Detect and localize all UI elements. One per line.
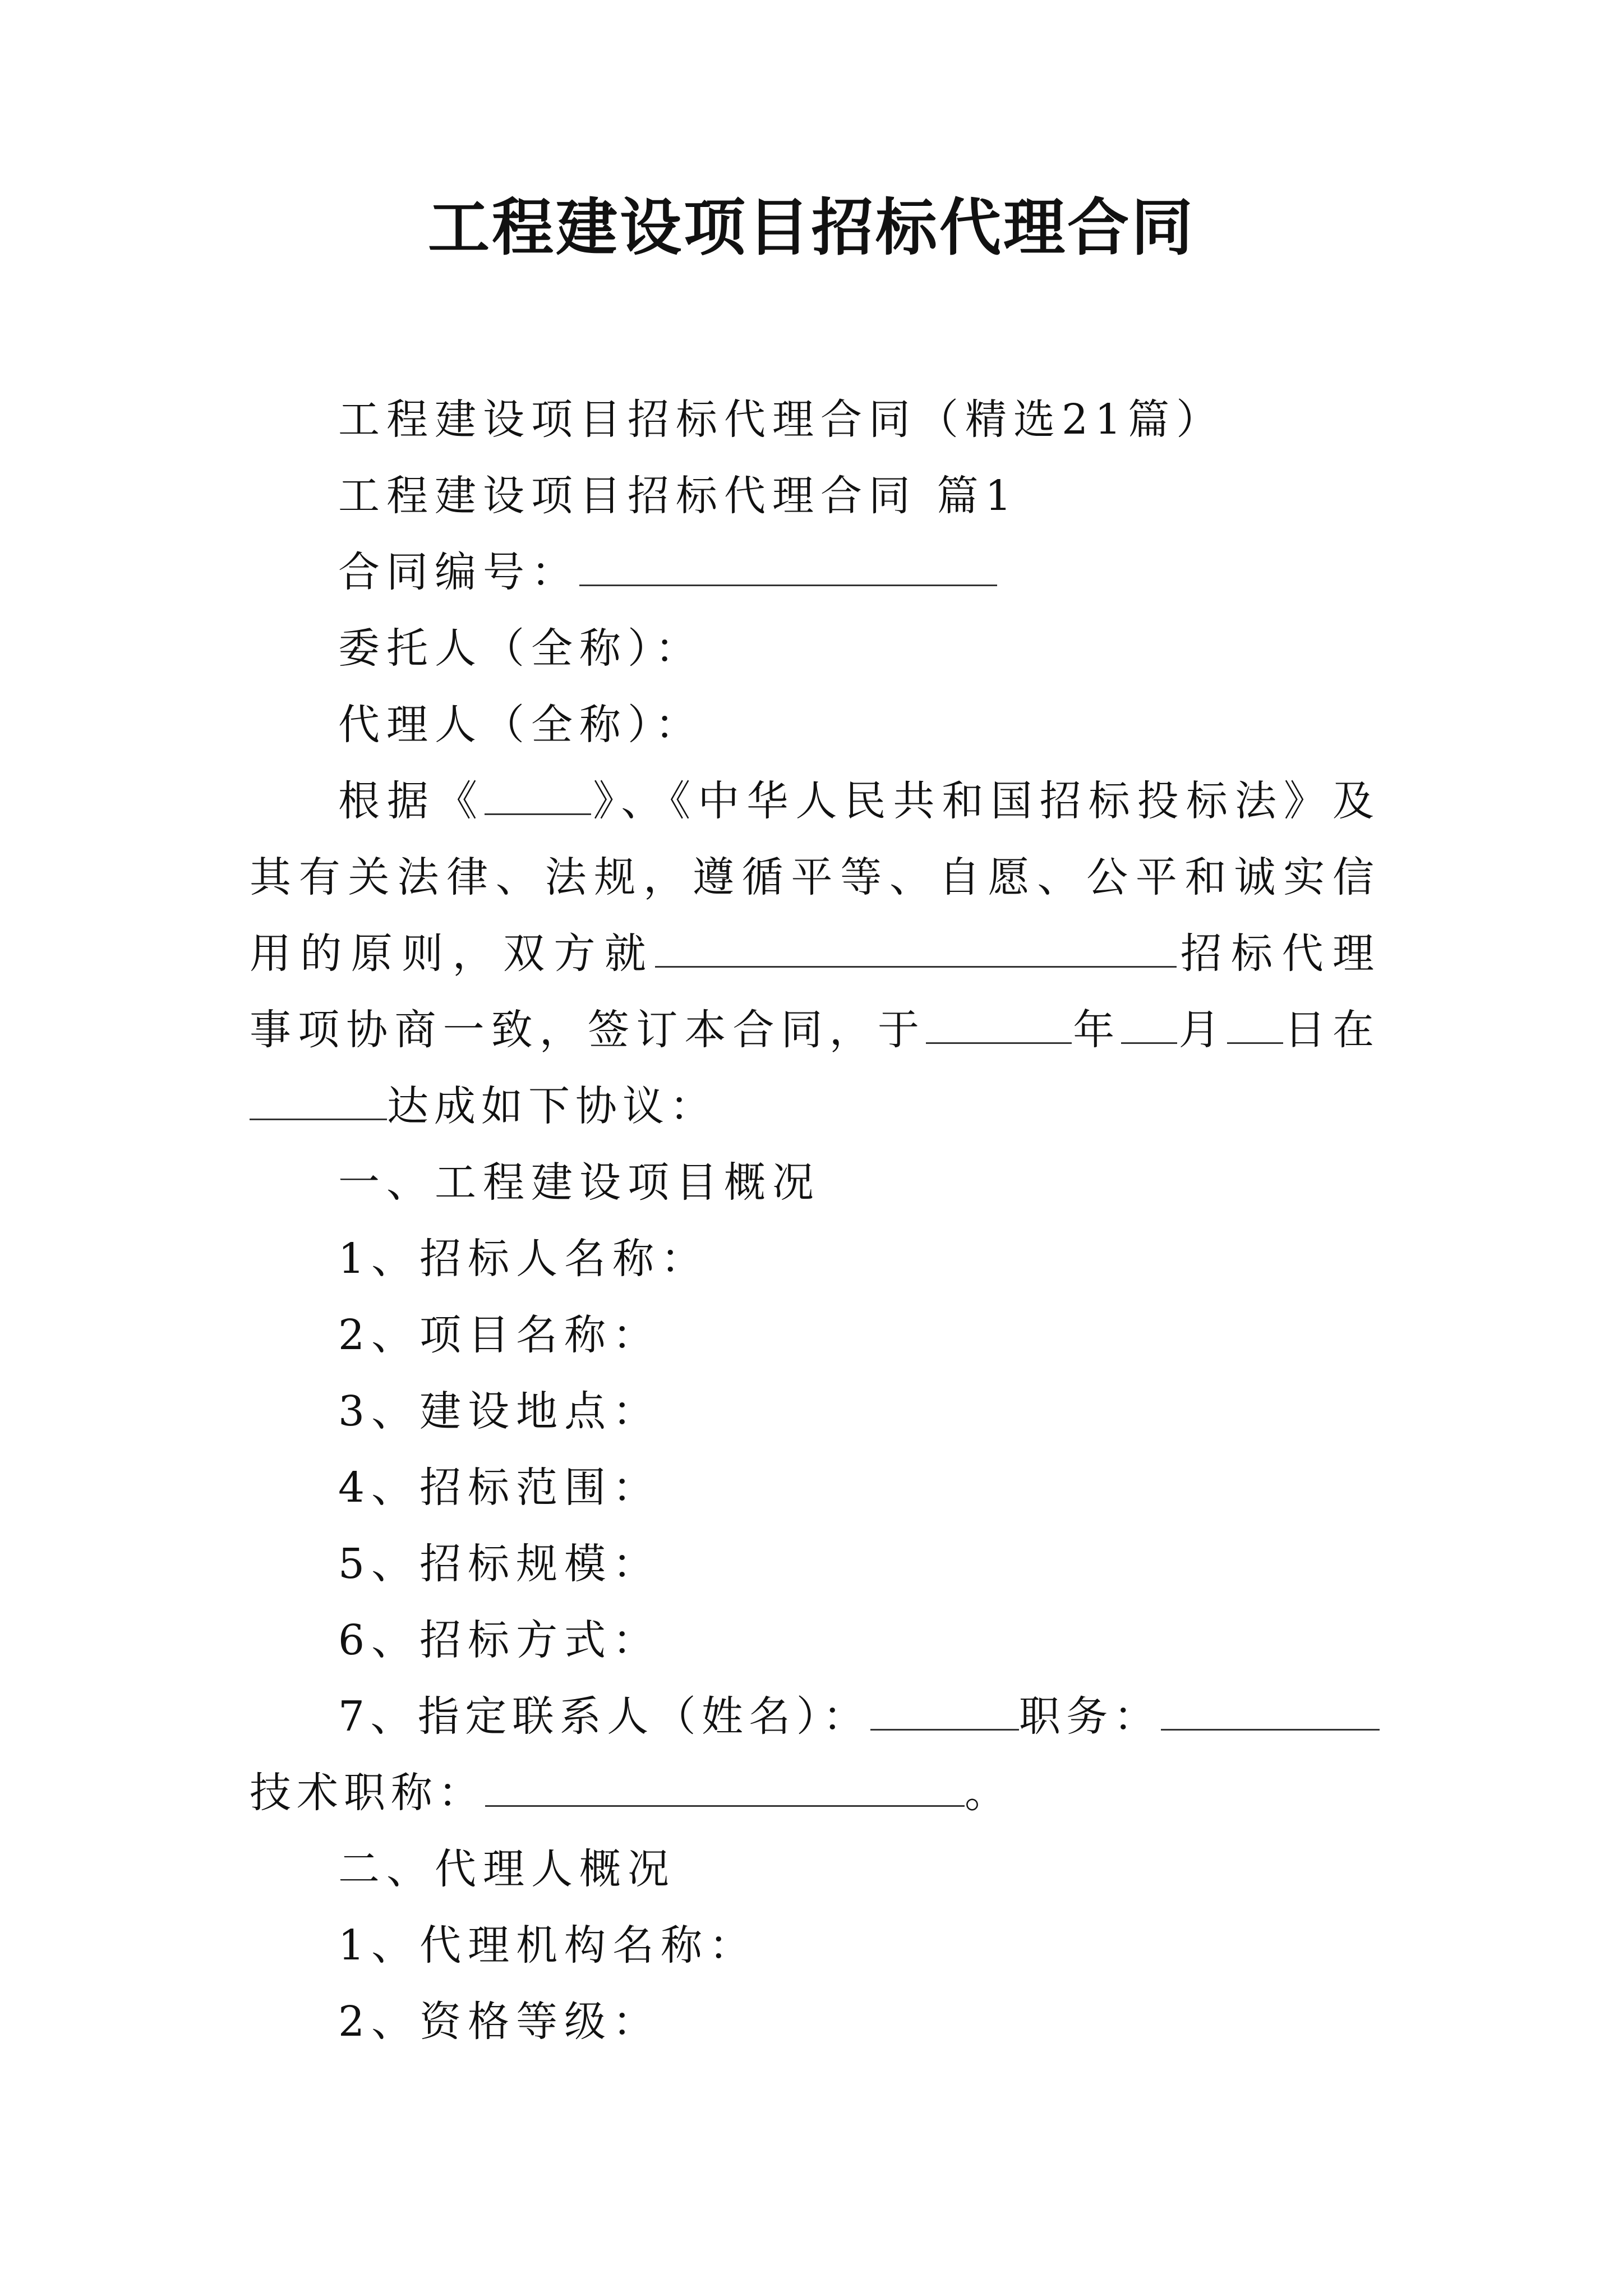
contact-title-label: 职务： <box>1018 1692 1161 1741</box>
preamble-day: 日在 <box>1283 1006 1380 1054</box>
principal-line: 委托人（全称）： <box>338 624 703 673</box>
section-2-item: 2、资格等级： <box>338 1998 661 2046</box>
law-name-blank <box>485 780 591 815</box>
preamble-month: 月 <box>1177 1006 1227 1054</box>
tech-title-blank <box>485 1772 965 1807</box>
project-name-blank <box>655 932 1177 968</box>
year-blank <box>926 1009 1072 1044</box>
subtitle-line: 工程建设项目招标代理合同（精选21篇） <box>338 395 1225 444</box>
preamble-paragraph <box>250 763 1380 1144</box>
month-blank <box>1121 1009 1177 1044</box>
contract-number-line <box>250 534 1380 610</box>
document-body <box>250 381 1380 2060</box>
contact-name-label: 7、指定联系人（姓名）： <box>338 1692 870 1741</box>
section-2-heading: 二、代理人概况 <box>338 1845 676 1893</box>
section-1-item: 4、招标范围： <box>338 1464 661 1512</box>
section-1-heading: 一、工程建设项目概况 <box>338 1158 820 1207</box>
section-1-item: 5、招标规模： <box>338 1540 661 1588</box>
preamble-text-2: 》、《中华人民共和国招标投标法》及其有关法律、法规，遵循平等、自愿、公平和诚实信用的原则，双方就 <box>250 777 1380 978</box>
section-1-item: 2、项目名称： <box>338 1311 661 1359</box>
section-1-item: 3、建设地点： <box>338 1387 661 1435</box>
contact-title-blank <box>1161 1695 1380 1731</box>
day-blank <box>1227 1009 1283 1044</box>
contract-number-label: 合同编号： <box>338 548 579 596</box>
tech-title-label: 技术职称： <box>250 1769 485 1817</box>
agent-line: 代理人（全称）： <box>338 701 703 749</box>
preamble-text-1: 根据《 <box>338 777 485 825</box>
contact-end: 。 <box>965 1769 1012 1817</box>
section-2-item: 1、代理机构名称： <box>338 1921 758 1970</box>
place-blank <box>250 1085 387 1120</box>
contract-number-blank <box>579 551 997 586</box>
contact-paragraph <box>250 1678 1380 1831</box>
preamble-text-end: 达成如下协议： <box>387 1082 717 1130</box>
preamble-year: 年 <box>1072 1006 1122 1054</box>
part-heading: 工程建设项目招标代理合同 篇1 <box>338 472 1018 520</box>
preamble-text-3: 招标代理事项协商一致，签订本合同，于 <box>250 930 1380 1054</box>
document-title: 工程建设项目招标代理合同 <box>428 192 1195 264</box>
contact-name-blank <box>870 1695 1019 1731</box>
section-1-item: 6、招标方式： <box>338 1616 661 1664</box>
section-1-item: 1、招标人名称： <box>338 1235 709 1283</box>
